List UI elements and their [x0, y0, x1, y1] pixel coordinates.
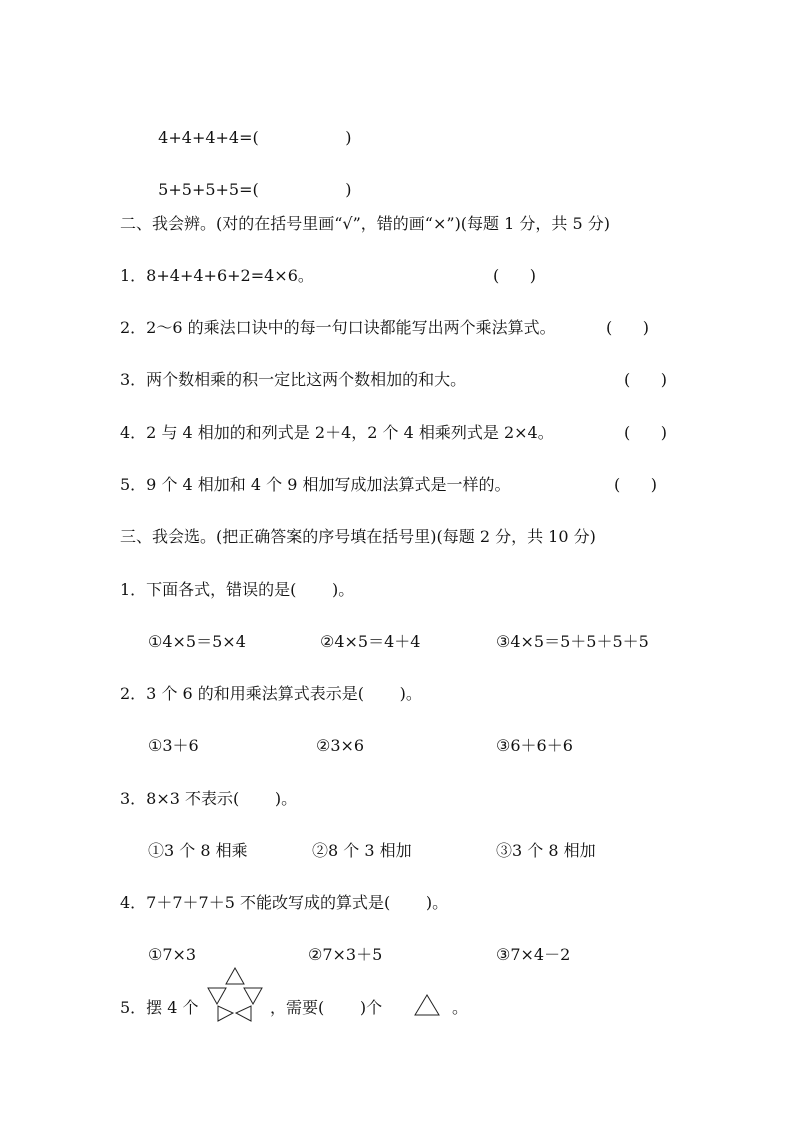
choice-question-5-start: 5．摆 4 个	[120, 998, 199, 1017]
choice-option[interactable]: ②8 个 3 相加	[312, 841, 412, 860]
choice-option[interactable]: ②7×3＋5	[308, 945, 383, 964]
choice-question-3: 3．8×3 不表示( )。	[120, 789, 298, 808]
choice-question-5-middle: ，需要( )个	[270, 998, 383, 1017]
judge-item-2: 2．2～6 的乘法口诀中的每一句口诀都能写出两个乘法算式。	[120, 318, 556, 337]
calc-expression: 4+4+4+4=	[158, 128, 253, 147]
choice-question-1: 1．下面各式，错误的是( )。	[120, 580, 355, 599]
four-triangles-figure-icon	[206, 966, 264, 1022]
choice-option[interactable]: ②4×5＝4＋4	[320, 632, 421, 651]
choice-option[interactable]: ①4×5＝5×4	[148, 632, 246, 651]
choice-option[interactable]: ③4×5＝5＋5＋5＋5	[496, 632, 649, 651]
choice-option[interactable]: ③3 个 8 相加	[496, 841, 596, 860]
choice-question-5-end: 。	[452, 998, 469, 1017]
triangle-icon	[414, 994, 440, 1016]
judge-answer-paren-5[interactable]: ( )	[614, 475, 657, 494]
section-heading-choose: 三、我会选。(把正确答案的序号填在括号里)(每题 2 分，共 10 分)	[120, 527, 596, 546]
judge-item-1: 1．8+4+4+6+2=4×6。	[120, 266, 314, 285]
judge-answer-paren-1[interactable]: ( )	[493, 266, 536, 285]
calc-line-2	[148, 160, 351, 200]
choice-option[interactable]: ①7×3	[148, 945, 197, 964]
section-heading-judge: 二、我会辨。(对的在括号里画“√”，错的画“×”)(每题 1 分，共 5 分)	[120, 214, 610, 233]
answer-blank[interactable]: ( )	[252, 180, 352, 199]
answer-blank[interactable]: ( )	[252, 128, 352, 147]
judge-item-5: 5．9 个 4 相加和 4 个 9 相加写成加法算式是一样的。	[120, 475, 511, 494]
judge-item-4: 4．2 与 4 相加的和列式是 2＋4，2 个 4 相乘列式是 2×4。	[120, 423, 554, 442]
judge-answer-paren-2[interactable]: ( )	[606, 318, 649, 337]
choice-option[interactable]: ①3＋6	[148, 736, 199, 755]
choice-option[interactable]: ③7×4－2	[496, 945, 571, 964]
calc-line-1	[148, 108, 351, 148]
choice-option[interactable]: ②3×6	[316, 736, 365, 755]
choice-option[interactable]: ①3 个 8 相乘	[148, 841, 248, 860]
calc-expression: 5+5+5+5=	[158, 180, 253, 199]
choice-question-4: 4．7＋7＋7＋5 不能改写成的算式是( )。	[120, 893, 449, 912]
choice-question-2: 2．3 个 6 的和用乘法算式表示是( )。	[120, 684, 422, 703]
judge-answer-paren-3[interactable]: ( )	[624, 370, 667, 389]
judge-item-3: 3．两个数相乘的积一定比这两个数相加的和大。	[120, 370, 467, 389]
choice-option[interactable]: ③6＋6＋6	[496, 736, 573, 755]
judge-answer-paren-4[interactable]: ( )	[624, 423, 667, 442]
